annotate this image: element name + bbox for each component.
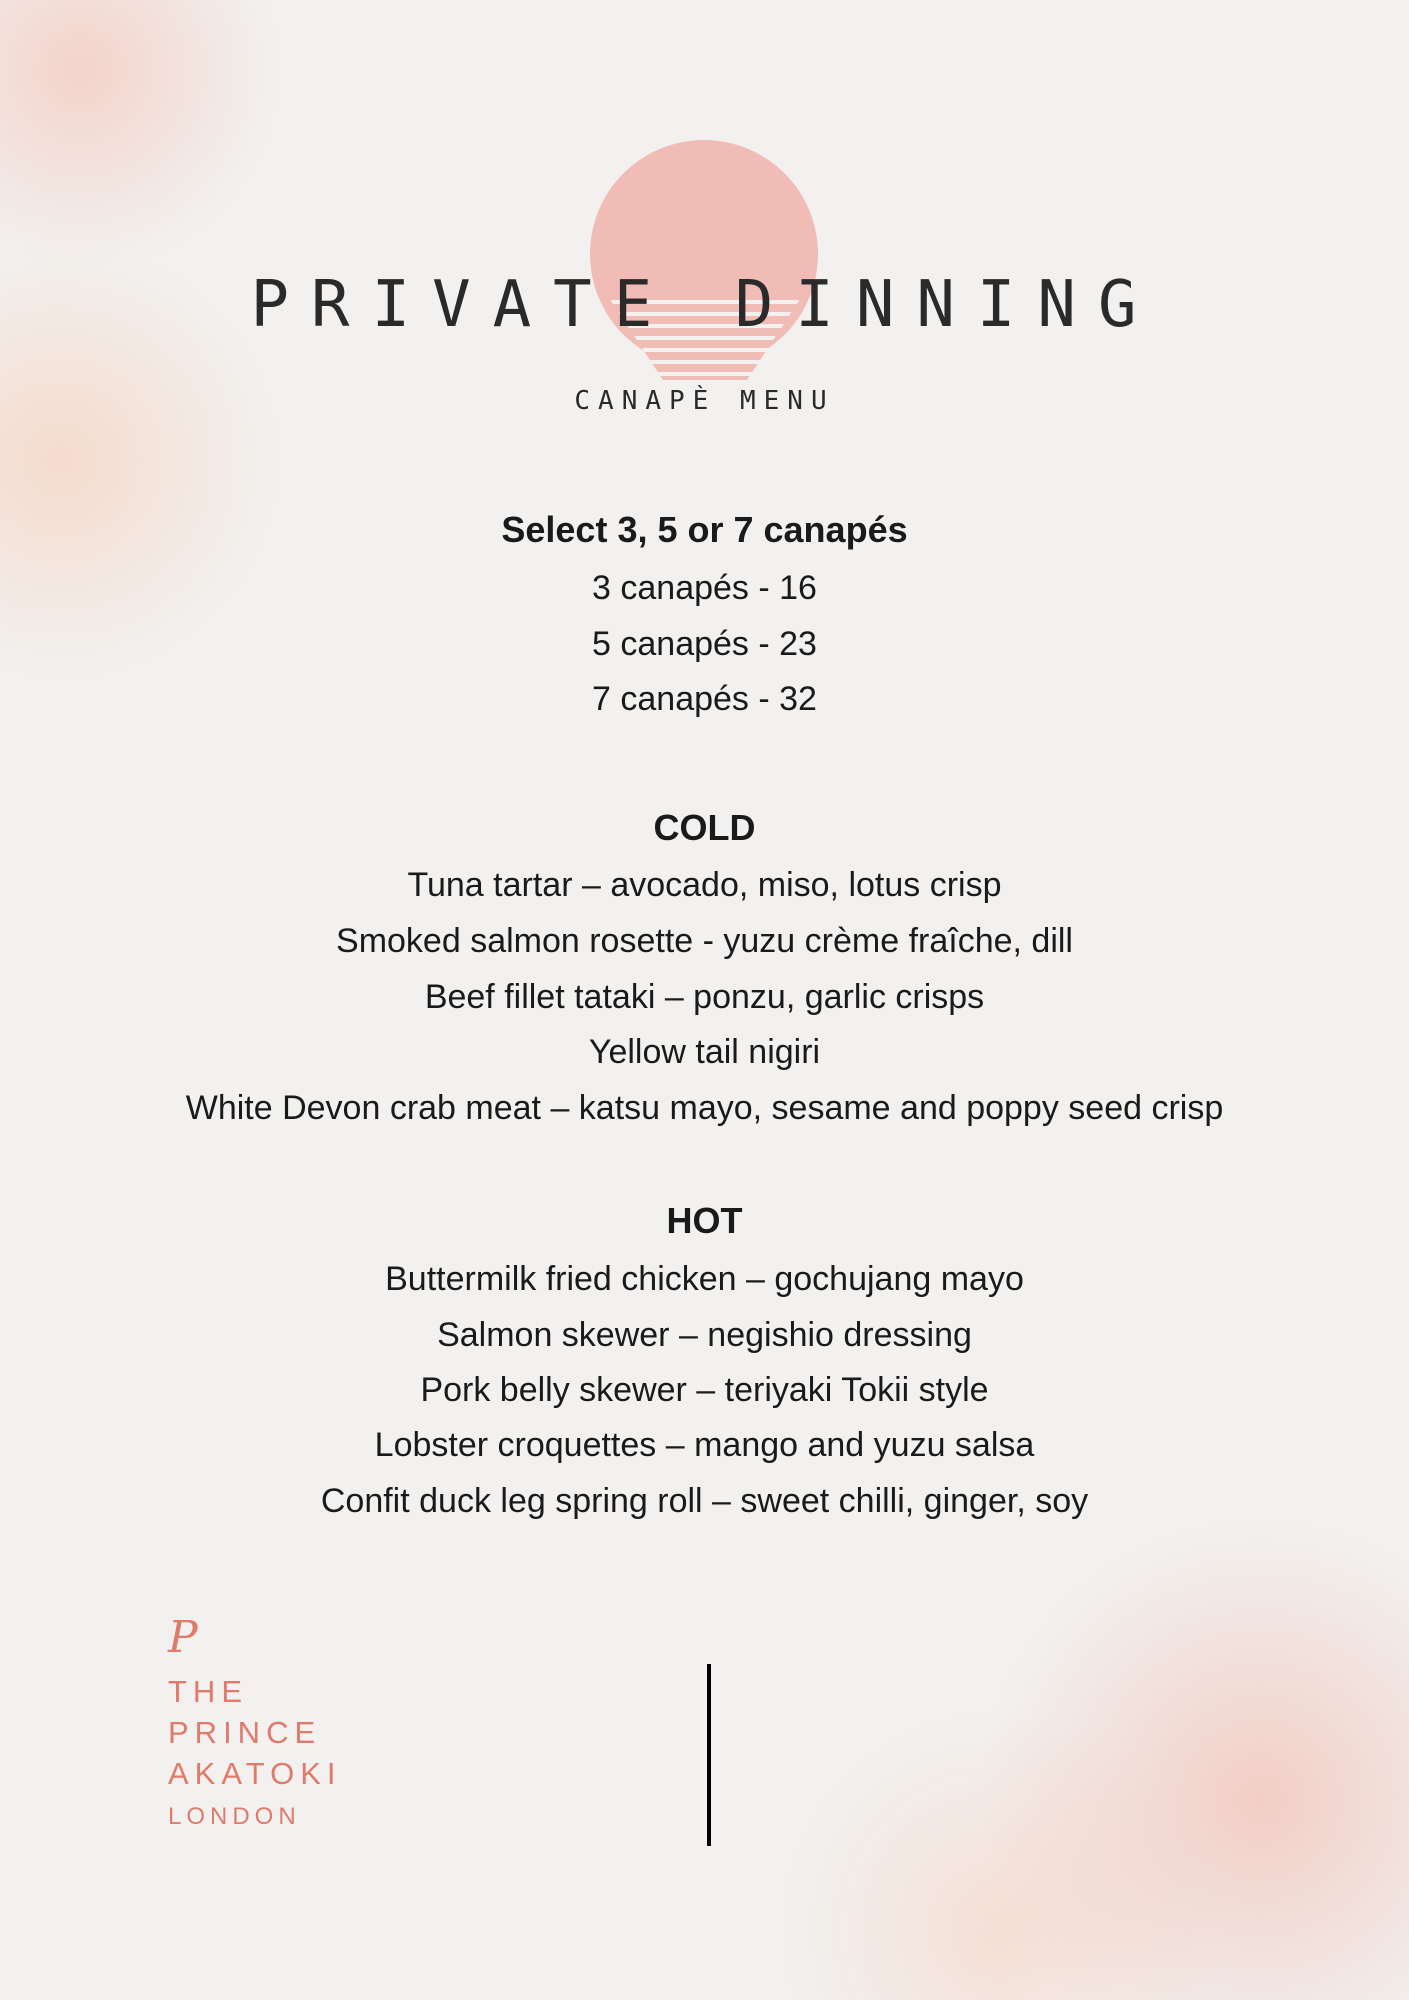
divider [707,1664,711,1846]
logo-line: LONDON [168,1803,301,1830]
logo-line: AKATOKI [168,1756,342,1791]
hot-heading: HOT [666,1200,743,1241]
pricing-heading: Select 3, 5 or 7 canapés [501,509,908,550]
logo-line: PRINCE [168,1715,322,1750]
menu-item: Pork belly skewer – teriyaki Tokii style [420,1371,989,1409]
page-title: PRIVATE DINNING [250,268,1159,342]
menu-item: Buttermilk fried chicken – gochujang mayo [385,1260,1024,1298]
price-option: 3 canapés - 16 [592,569,817,607]
menu-item: Smoked salmon rosette - yuzu crème fraîche, dill [336,922,1073,960]
monogram-logo-icon: P [168,1612,204,1663]
menu-item: Salmon skewer – negishio dressing [437,1316,972,1354]
price-option: 7 canapés - 32 [592,680,817,718]
menu-item: Tuna tartar – avocado, miso, lotus crisp [407,866,1002,904]
menu-item: White Devon crab meat – katsu mayo, sesame and poppy seed crisp [185,1089,1224,1127]
logo-line: THE [168,1674,248,1709]
menu-item: Confit duck leg spring roll – sweet chilli, ginger, soy [320,1482,1089,1520]
cold-heading: COLD [653,807,756,848]
menu-item: Beef fillet tataki – ponzu, garlic crisps [424,978,985,1016]
page-subtitle: CANAPÈ MENU [574,386,835,416]
menu-item: Yellow tail nigiri [588,1033,821,1071]
menu-item: Lobster croquettes – mango and yuzu salsa [374,1426,1035,1464]
price-option: 5 canapés - 23 [592,625,817,663]
